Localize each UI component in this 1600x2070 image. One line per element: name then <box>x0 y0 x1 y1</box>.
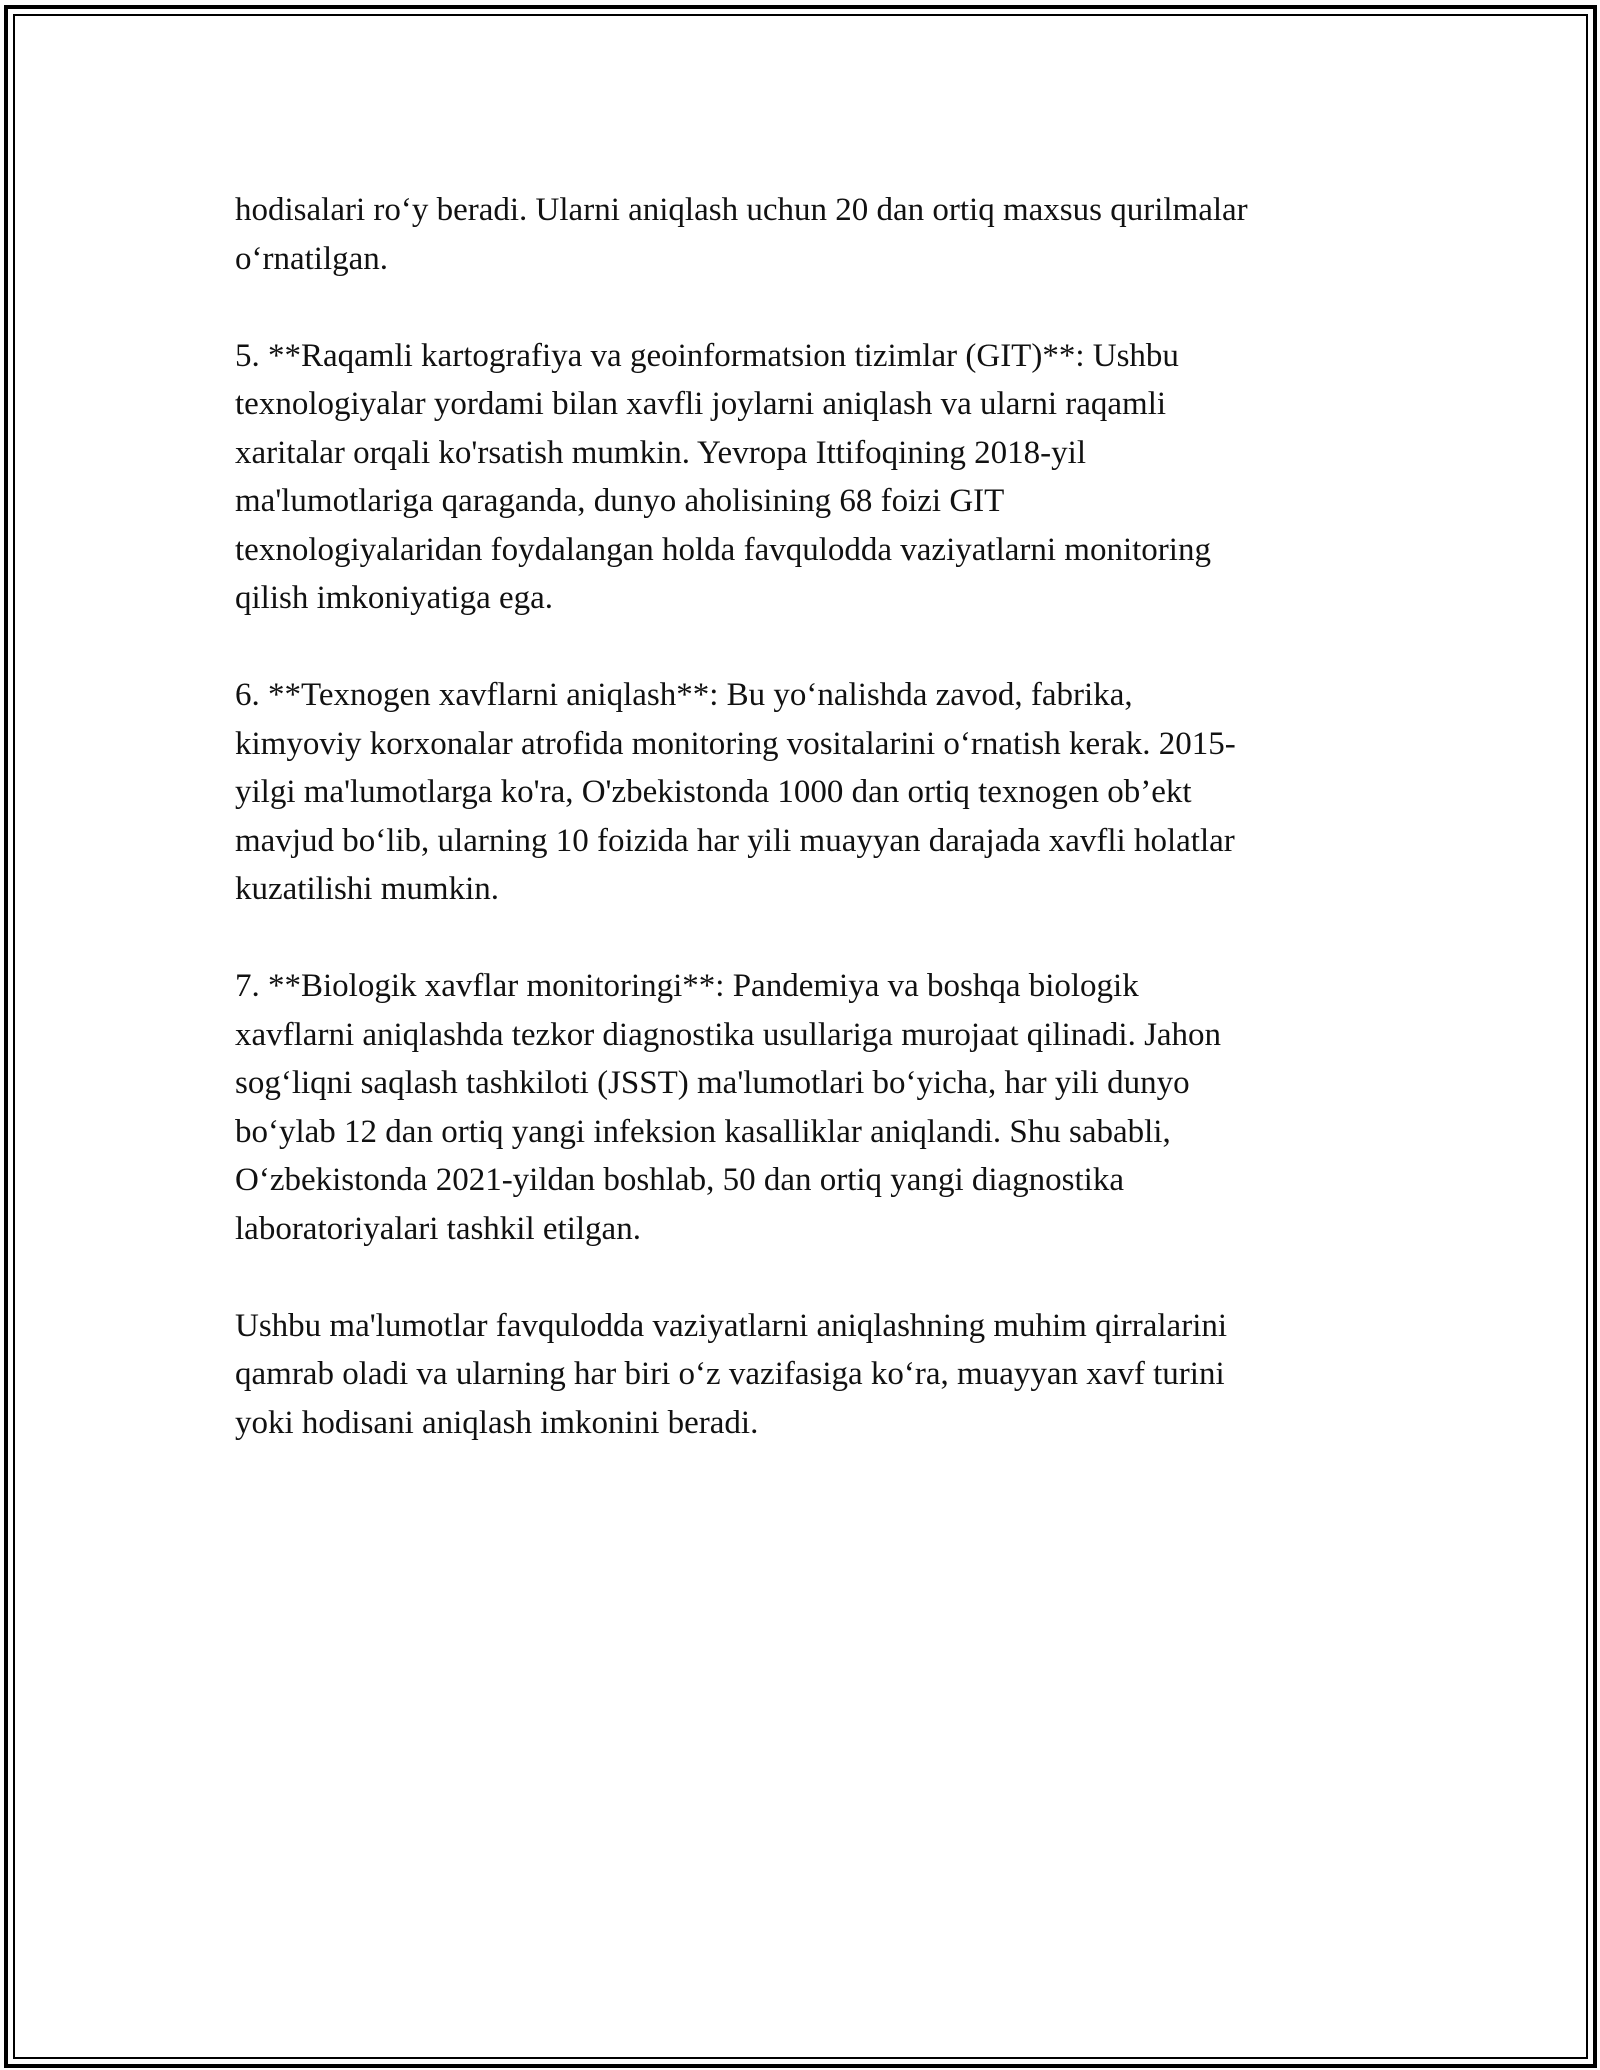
paragraph-item-6 <box>235 671 1365 914</box>
text-line: qamrab oladi va ularning har biri o‘z vazifasiga ko‘ra, muayyan xavf turini <box>235 1356 1225 1392</box>
text-line: hodisalari ro‘y beradi. Ularni aniqlash uchun 20 dan ortiq maxsus qurilmalar <box>235 192 1248 228</box>
text-line: xavflarni aniqlashda tezkor diagnostika usullariga murojaat qilinadi. Jahon <box>235 1016 1222 1053</box>
text-line: O‘zbekistonda 2021-yildan boshlab, 50 dan ortiq yangi diagnostika <box>235 1162 1125 1198</box>
text-line: yilgi ma'lumotlarga ko'ra, O'zbekistonda 1000 dan ortiq texnogen ob’ekt <box>235 774 1192 810</box>
text-line: mavjud bo‘lib, ularning 10 foizida har yili muayyan darajada xavfli holatlar <box>235 822 1235 859</box>
text-line: 6. **Texnogen xavflarni aniqlash**: Bu yo‘nalishda zavod, fabrika, <box>235 677 1133 713</box>
text-line: yoki hodisani aniqlash imkonini beradi. <box>235 1404 759 1441</box>
document-body <box>235 186 1365 1496</box>
paragraph-continuation <box>235 186 1365 283</box>
text-line: laboratoriyalari tashkil etilgan. <box>235 1210 641 1247</box>
text-line: bo‘ylab 12 dan ortiq yangi infeksion kasalliklar aniqlandi. Shu sababli, <box>235 1113 1171 1150</box>
text-line: o‘rnatilgan. <box>235 240 389 277</box>
text-line: sog‘liqni saqlash tashkiloti (JSST) ma'lumotlari bo‘yicha, har yili dunyo <box>235 1065 1190 1101</box>
text-line: qilish imkoniyatiga ega. <box>235 580 554 616</box>
text-line: texnologiyalar yordami bilan xavfli joylarni aniqlash va ularni raqamli <box>235 386 1167 422</box>
paragraph-item-7 <box>235 962 1365 1253</box>
paragraph-item-5 <box>235 332 1365 623</box>
text-line: 7. **Biologik xavflar monitoringi**: Pandemiya va boshqa biologik <box>235 968 1139 1004</box>
text-line: kuzatilishi mumkin. <box>235 871 499 907</box>
text-line: ma'lumotlariga qaraganda, dunyo aholisining 68 foizi GIT <box>235 483 1005 519</box>
text-line: kimyoviy korxonalar atrofida monitoring vositalarini o‘rnatish kerak. 2015- <box>235 725 1236 762</box>
text-line: texnologiyalaridan foydalangan holda favqulodda vaziyatlarni monitoring <box>235 531 1211 568</box>
text-line: xaritalar orqali ko'rsatish mumkin. Yevropa Ittifoqining 2018-yil <box>235 434 1086 471</box>
paragraph-conclusion <box>235 1302 1365 1448</box>
text-line: Ushbu ma'lumotlar favqulodda vaziyatlarni aniqlashning muhim qirralarini <box>235 1307 1228 1344</box>
text-line: 5. **Raqamli kartografiya va geoinformatsion tizimlar (GIT)**: Ushbu <box>235 337 1179 374</box>
